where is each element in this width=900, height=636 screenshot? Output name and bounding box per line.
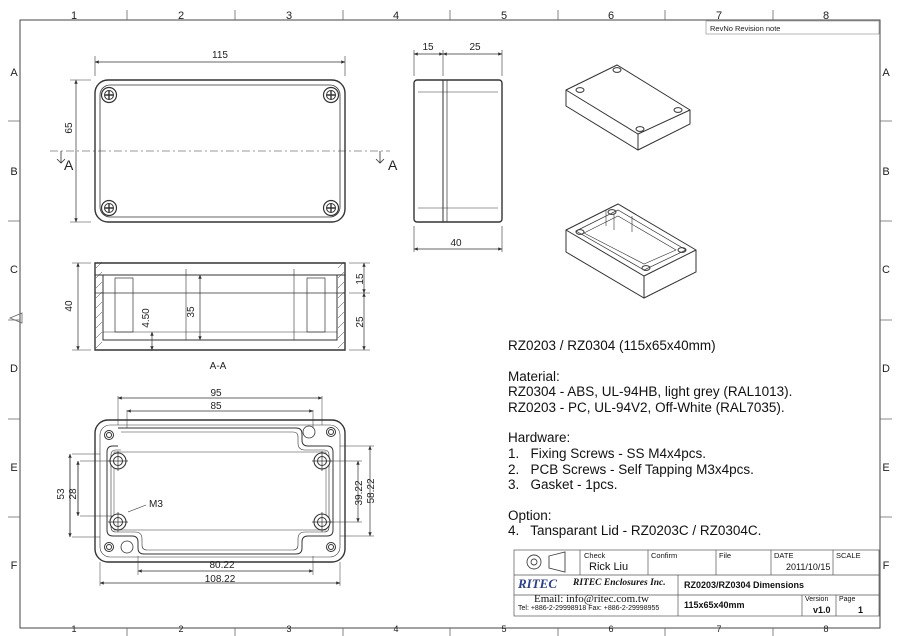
col-label-2-bottom: 2 [178,624,184,634]
dim-section-height: 40 [64,300,75,312]
col-label-7: 7 [715,10,723,22]
col-label-5-bottom: 5 [501,624,507,634]
option-line-1: 4. Tansparant Lid - RZ0203C / RZ0304C. [508,523,762,539]
base-inside-view [70,396,374,586]
dim-section-lower: 25 [355,316,366,328]
confirm-label: Confirm [651,551,678,560]
brand-logo: RITEC [518,576,558,591]
dim-top-height: 65 [64,122,75,134]
dim-top-width: 115 [212,50,228,61]
dim-side-lid: 15 [422,42,434,53]
notes-block [508,338,888,539]
check-name: Rick Liu [589,561,629,573]
size-value: 115x65x40mm [684,600,745,610]
isometric-lid [566,65,690,150]
scale-label: SCALE [836,551,861,560]
row-label-b-right: B [882,166,890,178]
revision-table [706,21,879,34]
row-label-d-right: D [882,363,890,375]
dim-base-108-22: 108.22 [204,574,236,585]
col-label-8-bottom: 8 [823,624,829,634]
company-name: RITEC Enclosures Inc. [573,578,666,588]
notes-title: RZ0203 / RZ0304 (115x65x40mm) [508,338,716,353]
row-label-f-right: F [882,560,890,572]
version-label: Version [805,596,829,603]
section-label: A-A [209,361,227,372]
row-label-c-right: C [882,264,890,276]
dim-base-85: 85 [210,401,222,412]
dim-base-m3: M3 [149,499,163,510]
revision-header: RevNo Revision note [710,24,781,33]
dim-section-inner: 35 [186,306,197,318]
hardware-heading: Hardware: [508,430,571,446]
row-label-b: B [10,166,18,178]
row-label-e: E [10,462,18,474]
option-heading: Option: [508,507,552,523]
file-label: File [719,551,732,560]
col-label-2: 2 [177,10,185,22]
page-label: Page [839,596,856,603]
dim-base-80-22: 80.22 [209,560,235,571]
hardware-line-1: 1. Fixing Screws - SS M4x4pcs. [508,445,707,461]
date-value: 2011/10/15 [786,562,831,572]
side-view [414,50,502,252]
material-line-2: RZ0203 - PC, UL-94V2, Off-White (RAL7035). [508,399,785,415]
col-label-7-bottom: 7 [716,624,722,634]
dim-side-base: 25 [469,42,481,53]
section-marker-left: A [64,157,74,173]
hardware-line-3: 3. Gasket - 1pcs. [508,477,618,493]
col-label-4: 4 [392,10,400,22]
check-label: Check [584,551,606,560]
dim-base-53: 53 [56,488,67,500]
dim-base-28: 28 [68,488,79,500]
col-label-1: 1 [70,10,78,22]
row-label-a: A [10,67,18,79]
section-marker-right: A [388,157,398,173]
col-label-5: 5 [500,10,508,22]
top-view [50,56,390,222]
row-label-d: D [10,363,18,375]
company-email: Email: info@ritec.com.tw [534,593,649,605]
row-label-c: C [10,264,18,276]
col-label-3-bottom: 3 [286,624,292,634]
hardware-line-2: 2. PCB Screws - Self Tapping M3x4pcs. [508,461,754,477]
dim-base-95: 95 [210,388,222,399]
dim-side-total: 40 [450,238,462,249]
contact-line: Tel: +886-2-29998918 Fax: +886-2-29998955 [518,605,660,612]
corner-holes [105,426,336,553]
col-label-6: 6 [607,10,615,22]
dim-base-39-22: 39.22 [354,480,365,506]
col-label-8: 8 [822,10,830,22]
projection-symbol-icon [527,552,565,572]
drawing-title: RZ0203/RZ0304 Dimensions [684,580,805,590]
material-line-1: RZ0304 - ABS, UL-94HB, light grey (RAL1013). [508,384,793,400]
version-value: v1.0 [813,605,831,615]
col-label-4-bottom: 4 [393,624,399,634]
col-label-6-bottom: 6 [608,624,614,634]
dim-section-floor: 4.50 [141,308,152,328]
dim-base-58-22: 58.22 [366,478,377,504]
page-value: 1 [858,605,864,615]
col-label-1-bottom: 1 [71,624,77,634]
date-label: DATE [774,551,794,560]
row-label-e-right: E [882,462,890,474]
material-heading: Material: [508,368,560,384]
isometric-base [566,204,696,298]
dim-section-upper: 15 [355,273,366,285]
section-view [72,262,370,350]
col-label-3: 3 [285,10,293,22]
row-label-f: F [10,560,18,572]
row-label-a-right: A [882,67,890,79]
